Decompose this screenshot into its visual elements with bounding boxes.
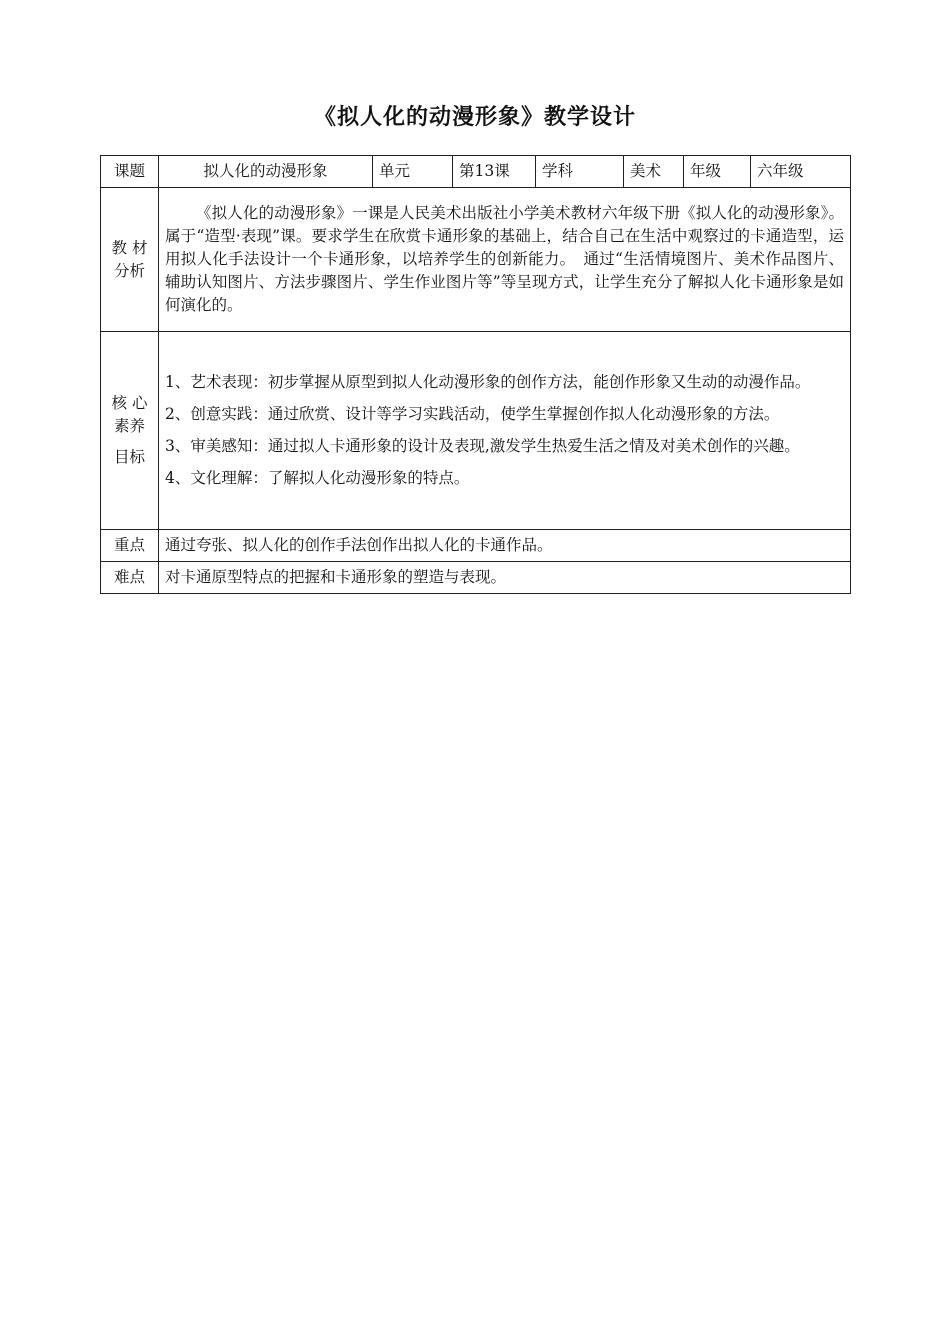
goal-item: 4、文化理解：了解拟人化动漫形象的特点。: [165, 469, 470, 487]
goals-label-line2: 素养: [113, 417, 145, 435]
topic-label: 课题: [101, 156, 159, 188]
key-point-text: 通过夸张、拟人化的创作手法创作出拟人化的卡通作品。: [159, 530, 851, 562]
grade-value: 六年级: [751, 156, 851, 188]
difficulty-row: [101, 562, 851, 594]
key-point-label: 重点: [101, 530, 159, 562]
page-title: 《拟人化的动漫形象》教学设计: [313, 104, 636, 130]
difficulty-label: 难点: [101, 562, 159, 594]
goals-label: [101, 332, 159, 530]
analysis-content: [159, 188, 851, 332]
goals-label-line3: 目标: [113, 448, 145, 466]
goals-content: [159, 332, 851, 530]
analysis-text: 《拟人化的动漫形象》一课是人民美术出版社小学美术教材六年级下册《拟人化的动漫形象》。属于“造型·表现”课。要求学生在欣赏卡通形象的基础上，结合自己在生活中观察过的卡通造型，运用拟人化手法设计一个卡通形象，以培养学生的创新能力。 通过“生活情境图片、美术作品图片、辅助认知图片、方法步骤图片、学生作业图片等”等呈现方式，让学生充分了解拟人化卡通形象是如何演化的。: [165, 204, 844, 314]
analysis-label-line2: 分析: [113, 261, 145, 280]
goal-item: 3、审美感知：通过拟人卡通形象的设计及表现,激发学生热爱生活之情及对美术创作的兴趣。: [165, 437, 800, 455]
analysis-row: [101, 188, 851, 332]
goals-row: [101, 332, 851, 530]
subject-value: 美术: [624, 156, 684, 188]
goal-item: 2、创意实践：通过欣赏、设计等学习实践活动，使学生掌握创作拟人化动漫形象的方法。: [165, 405, 780, 423]
goals-label-line1: 核 心: [111, 394, 148, 412]
key-point-row: [101, 530, 851, 562]
analysis-label-line1: 教 材: [111, 238, 148, 257]
header-row: [101, 156, 851, 188]
unit-value: 第13课: [453, 156, 536, 188]
topic-value: 拟人化的动漫形象: [159, 156, 373, 188]
unit-label: 单元: [373, 156, 453, 188]
subject-label: 学科: [536, 156, 624, 188]
difficulty-text: 对卡通原型特点的把握和卡通形象的塑造与表现。: [159, 562, 851, 594]
analysis-label: [101, 188, 159, 332]
lesson-plan-table: [100, 155, 851, 594]
grade-label: 年级: [684, 156, 751, 188]
goal-item: 1、艺术表现：初步掌握从原型到拟人化动漫形象的创作方法，能创作形象又生动的动漫作品。: [165, 373, 811, 391]
